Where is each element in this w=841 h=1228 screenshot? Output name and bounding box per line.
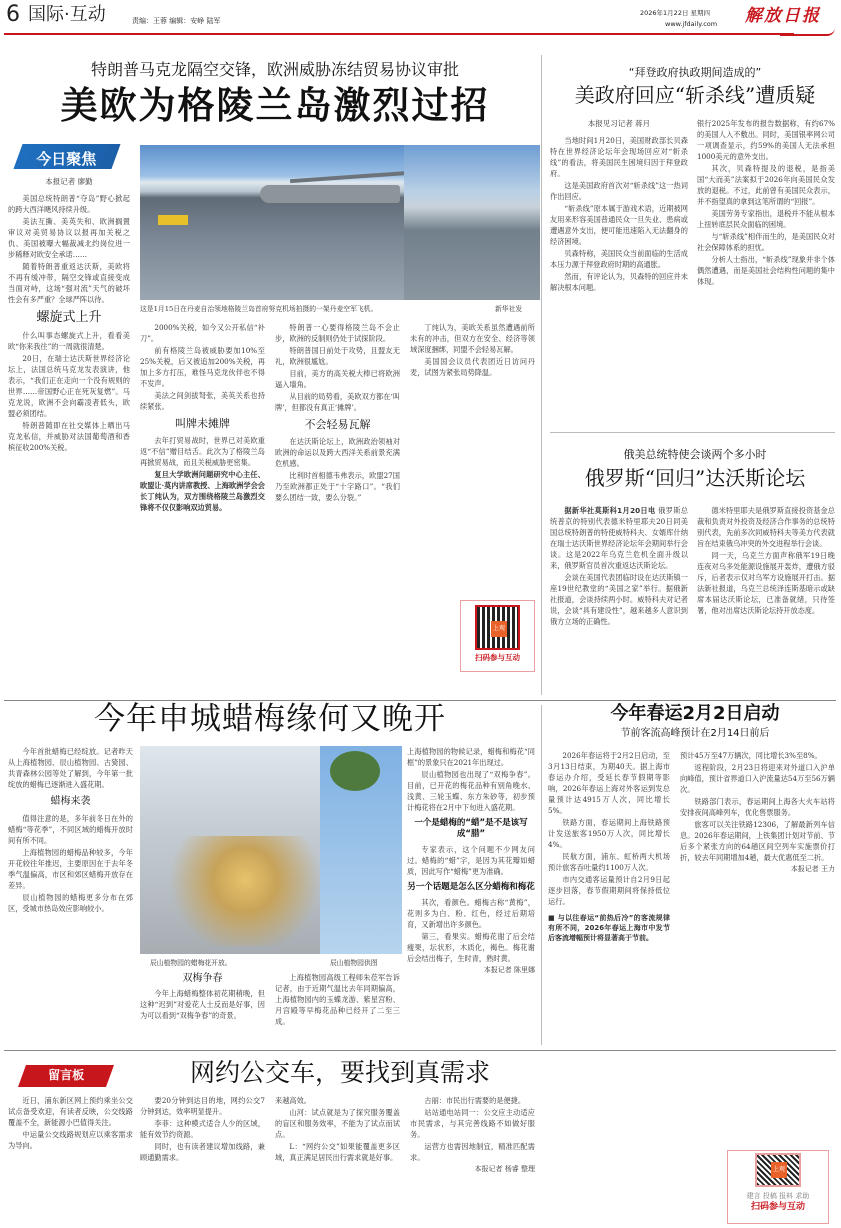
paragraph: 古丽：市民出行需要的是便捷。 [424, 1096, 526, 1105]
paragraph: 美国总统特朗普“夺岛”野心掀起的跨大西洋飓风持续升级。 [8, 194, 130, 214]
paragraph: 贝森特称，美国民众当前面临的生活成本压力源于拜登政府时期的高通胀。 [550, 249, 688, 269]
paragraph: 预计45万至47万辆次，同比增长3%至8%。 [680, 751, 822, 760]
paragraph: 前有格陵兰岛被威胁要加10%至25%关税，后又被追加200%关税，再加上多方打压，难怪马克龙伙伴也不得不发声。 [140, 346, 265, 388]
paragraph: 李菲：这种模式适合人少的区域，能有效节约资源。 [140, 1119, 265, 1139]
paragraph: 市内交通客运量预计自2月9日起逐步回落，春节假期期间将保持低位运行。 [548, 875, 670, 906]
lead-column-2 [140, 322, 265, 514]
greenland-airport-photo [140, 145, 404, 300]
paragraph: 随着特朗普重返达沃斯，美欧将不再有缓冲带，隔空交锋或直接变成当面对峙，这场“强对流”天气的破坏性会有多严重？全球严阵以待。 [8, 262, 130, 304]
paragraph: 上海植物园的蜡梅品种较多，今年开花较往年推迟，主要原因在于去年冬季气温偏高，市区和郊区蜡梅开放存在差异。 [8, 848, 133, 890]
paragraph: 银行2025年发布的报告数据称，有约67%的美国人入不敷出。同时，美国银率网公司一项调查显示，约59%的美国人无法承担1000美元的意外支出。 [697, 119, 835, 161]
newspaper-logo: 解放日报 [745, 6, 821, 26]
subhead: 叫牌未摊牌 [175, 417, 230, 430]
wintersweet-photo [140, 746, 402, 954]
paragraph: 目前，美方的高关税大棒已将欧洲逼入墙角。 [275, 369, 400, 389]
lead-headline: 美欧为格陵兰岛激烈过招 [60, 84, 490, 127]
photo-credit: 辰山植物园供图 [330, 959, 378, 967]
paragraph: 在达沃斯论坛上，欧洲政治领袖对欧洲的命运以及跨大西洋关系前景充满危机感。 [275, 437, 400, 468]
right2-column-2 [697, 505, 835, 617]
qr-logo: 上观 [491, 621, 507, 637]
byline: 本报记者 廖勤 [45, 177, 93, 186]
paragraph: 什么叫事态螺旋式上升，看看美欧“你来我往”的一周就很清楚。 [8, 331, 130, 351]
paragraph: 美法之间剑拔弩张，美英关系也持续紧张。 [140, 391, 265, 411]
paragraph: 美国国会议员代表团近日访问丹麦，试图为紧张局势降温。 [410, 357, 535, 377]
paragraph: 辰山植物园也出现了“双梅争春”。目前，已开花的梅花品种有别角晚水、浅黄、三轮玉蝶、东方朱砂等，初步预计梅花将在2月中下旬进入盛花期。 [407, 770, 535, 812]
qr-box[interactable] [460, 600, 535, 672]
paragraph: 今年首批蜡梅已经绽放。记者昨天从上海植物园、辰山植物园、古猗园、共青森林公园等处了解到，今年第一批绽放的蜡梅已逐渐进入盛花期。 [8, 747, 133, 789]
paragraph: 值得注意的是，多年前冬日在外的蜡梅“等花季”，不同区域的蜡梅开放时间有所不同。 [8, 814, 133, 845]
qr-actions: 建言 投稿 报料 求助 [746, 1192, 810, 1200]
issue-date: 2026年1月22日 星期四 [640, 9, 711, 17]
board-column-1 [8, 1095, 133, 1152]
board-column-2 [140, 1095, 265, 1164]
plum-headline: 今年申城蜡梅缘何又晚开 [94, 701, 446, 737]
plum-column-double [140, 972, 265, 1022]
paragraph: 铁路方面，春运期间上海铁路预计发送旅客1950万人次，同比增长4%。 [548, 818, 670, 849]
qr-logo: 上观 [771, 1162, 787, 1178]
paragraph: 20日，在瑞士达沃斯世界经济论坛上，法国总统马克龙发表演讲，他表示，“我们正在走向一个没有规则的世界……帝国野心正在死灰复燃”。马克龙说，欧洲不会向霸凌者低头，欧盟必须团结。 [8, 354, 130, 418]
paragraph: 当地时间1月20日，美国财政部长贝森特在世界经济论坛年会现场回应对“斩杀线”的看法，将美国民生困境归因于拜登政府。 [550, 136, 688, 178]
right1-column-2 [697, 118, 835, 288]
column-divider [541, 705, 542, 1045]
masthead-swoosh [780, 28, 835, 36]
plum-intro [8, 746, 133, 915]
paragraph: 其次，看颜色。蜡梅古称“黄梅”，花则多为白、粉、红色，经过后期培育，又新增出许多颜色。 [407, 898, 535, 929]
paragraph: 要20分钟到达目的地，网约公交7分钟到达，效率明显提升。 [140, 1096, 265, 1116]
paragraph: 特朗普一心要得格陵兰岛不会止步，欧洲的反制则仍处于试探阶段。 [275, 323, 400, 343]
paragraph: 民航方面，浦东、虹桥两大机场预计旅客吞吐量约1100万人次。 [548, 852, 670, 872]
paragraph: 与“斩杀线”相伴而生的，是美国民众对社会保障体系的担忧。 [697, 232, 835, 252]
paragraph: 辰山植物园的蜡梅更多分布在郊区，受城市热岛效应影响较小。 [8, 893, 133, 913]
spring-subtitle: 节前客流高峰预计在2月14日前后 [620, 728, 770, 739]
paragraph: 去年打贸易战时，世界已对美欧重返“不信”赠目结舌。此次为了格陵兰岛再掀贸易战，而且关税威胁更密集。 [140, 436, 265, 467]
paragraph: 2026年春运将于2月2日启动，至3月13日结束，为期40天。据上海市春运办介绍，受延长春节假期等影响，2026年春运上海对外客运到发总量预计达4915万人次，同比增长5%。 [548, 751, 670, 815]
paragraph: 来越高效。 [275, 1096, 311, 1105]
spring-headline: 今年春运2月2日启动 [610, 703, 780, 724]
subhead: 双梅争春 [182, 973, 223, 984]
paragraph: 然而，有评论认为，贝森特的回应并未解决根本问题。 [550, 272, 688, 292]
subhead: 一个是蜡梅的“蜡”是不是该写成“腊” [414, 818, 528, 839]
lead-column-4 [410, 322, 535, 379]
paragraph: 山河：试点就是为了探究服务覆盖的盲区和服务效率，不能为了试点而试点。 [275, 1108, 400, 1139]
paragraph: 会谈在美国代表团临时设在达沃斯镇一座19世纪教堂的“美国之家”举行。据俄新社报道，会谈持续两小时。威特科夫对记者说，会谈“具有建设性”，越来越多人意识到俄方立场的正确性。 [550, 573, 688, 626]
paragraph: 其次，贝森特提及的退税，是指美国“大而美”法案拟于2026年向美国民众发放的退税。不过，此前曾有美国民众表示，并不指望真的拿到这笔所谓的“回报”。 [697, 164, 835, 206]
paragraph: 返程阶段，2月23日将迎来对外道口入沪单向峰值，预计省界道口入沪流量达54万至56万辆次。 [680, 763, 835, 794]
qr-cta: 扫码参与互动 [475, 653, 520, 662]
tag-label: 今日聚焦 [36, 150, 97, 168]
paragraph: L：“网约公交”如果能覆盖更多区域，真正满足居民出行需求就是好事。 [275, 1142, 400, 1162]
paragraph: 站站通电站同一：公交应主动适应市民需求，与其完善线路不如做好服务。 [410, 1108, 535, 1139]
subhead: 螺旋式上升 [36, 310, 102, 325]
photo-caption: 这是1月15日在丹麦自治领地格陵兰岛首府努克机场拍摄的一架丹麦空军飞机。 [140, 305, 378, 313]
masthead-rule [4, 33, 794, 35]
signature: 本报记者 陈里娜 [483, 966, 535, 974]
paragraph: 比利时首相德韦弗表示，欧盟27国乃至欧洲都正处于“十字路口”。“我们要么团结一致，要么分裂。” [275, 471, 400, 502]
column-divider [541, 55, 542, 695]
qr-code[interactable] [755, 1153, 801, 1187]
photo-caption: 辰山植物园的蜡梅花开放。 [150, 959, 232, 967]
subhead: 另一个话题是怎么区分蜡梅和梅花 [407, 882, 535, 892]
subhead: 蜡梅来袭 [50, 796, 91, 807]
section-name: 国际·互动 [28, 4, 106, 25]
spring-column-1 [548, 750, 670, 943]
paragraph: 运营方也需因地制宜，精准匹配需求。 [410, 1142, 535, 1162]
qr-code[interactable] [475, 605, 520, 650]
paragraph: 复旦大学欧洲问题研究中心主任、欧盟让·莫内讲席教授、上海欧洲学会会长丁纯认为，双方围绕格陵兰岛激烈交锋将不仅仅影响双边贸易。 [140, 470, 265, 512]
lead-column-3 [275, 322, 400, 504]
paragraph: 分析人士指出，“斩杀线”现象并非个体偶然遭遇，而是美国社会结构性问题的集中体现。 [697, 255, 835, 286]
paragraph: 2000%关税，如今又公开私信“补刀”。 [140, 323, 265, 343]
lead-column-1 [8, 172, 130, 454]
page-number: 6 [6, 2, 20, 27]
tag-label: 留言板 [48, 1068, 85, 1082]
paragraph: “斩杀线”原本属于游戏术语，近期被网友用来形容美国普通民众一旦失业、患病或遭遇意外支出，便可能迅速陷入无法翻身的经济困境。 [550, 204, 688, 246]
paragraph: 美法互撕、美英失和、欧洲搁置审议对美贸易协议以报再加关税之仇、美国被曝大幅裁减北约岗位进一步稀释对欧安全承诺…… [8, 217, 130, 259]
paragraph: 特朗普随即在社交媒体上晒出马克龙私信，并威胁对法国葡萄酒和香槟征收200%关税。 [8, 421, 130, 452]
paragraph: 同时，也有读者建议增加线路，兼顾通勤需求。 [140, 1142, 265, 1162]
spring-sidebar-note: ■ 与以往春运“前热后冷”的客流规律有所不同，2026年春运上海市中发节后客流增幅预计将显著高于节前。 [548, 914, 670, 942]
paragraph-text: 俄罗斯总统普京的特别代表德米特里耶夫20日同美国总统特朗普的特使威特科夫、女婿库什纳在瑞士达沃斯世界经济论坛年会期间举行会谈。这是2022年乌克兰危机全面升级以来，俄罗斯官员首次重返达沃斯论坛。 [550, 506, 688, 570]
paragraph: 这是美国政府首次对“斩杀线”这一热词作出回应。 [550, 181, 688, 201]
right2-column-1 [550, 505, 688, 628]
right1-column-1 [550, 114, 688, 294]
signature: 本报记者 杨睿 整理 [474, 1165, 535, 1173]
section-divider [4, 1050, 836, 1051]
section-tag-message-board [18, 1065, 114, 1087]
right2-kicker: 俄美总统特使会谈两个多小时 [623, 448, 767, 461]
paragraph: 同一天，乌克兰方面声称俄军19日晚连夜对乌多处能源设施展开轰炸，遭俄方驳斥，后者表示仅对乌军方设施展开打击。据法新社报道，乌克兰总统泽连斯基暗示或缺席本届达沃斯论坛，已准备就绪，只待签署，他对出席达沃斯论坛持开放态度。 [697, 551, 835, 615]
paragraph: 德米特里耶夫是俄罗斯直接投资基金总裁和负责对外投资及经济合作事务的总统特别代表，先前多次同威特科夫等美方代表就旨在结束俄乌冲突的外交进程举行会谈。 [697, 506, 835, 548]
byline: 本报见习记者 蒋月 [587, 119, 651, 128]
paragraph: 今年上海蜡梅整体初花期稍晚，但这种“迟到”对爱花人士反而是好事，因为可以看到“双梅争春”的奇景。 [140, 989, 265, 1020]
spring-column-2 [680, 750, 835, 875]
paragraph: 专家表示，这个问题不少网友问过。蜡梅的“蜡”字，是因为其花瓣如蜡质，因此写作“蜡梅”更为准确。 [407, 845, 535, 876]
plum-column-mid [407, 746, 535, 976]
lead-kicker: 特朗普马克龙隔空交锋，欧洲威胁冻结贸易协议审批 [90, 60, 459, 79]
paragraph: 丁纯认为，美欧关系虽然遭遇前所未有的冲击，但双方在安全、经济等领域深度捆绑，同盟不会轻易瓦解。 [410, 323, 535, 354]
sidebar-text: 与以往春运“前热后冷”的客流规律有所不同，2026年春运上海市中发节后客流增幅预计将显著高于节前。 [548, 914, 670, 942]
right2-headline: 俄罗斯“回归”达沃斯论坛 [584, 466, 806, 490]
paragraph: 从目前的局势看，美欧双方都在‘叫牌’，但都没有真正‘摊牌’。 [275, 392, 400, 412]
right1-headline: 美政府回应“斩杀线”遭质疑 [574, 83, 816, 107]
photo-credit: 新华社发 [495, 305, 523, 313]
dateline: 据新华社莫斯科1月20日电 [564, 506, 656, 515]
greenland-photo-right [404, 145, 540, 300]
paragraph: 旅客可以关注铁路12306，了解最新列车信息。2026年春运期间，上铁集团计划对节前、节后多个紧张方向的64趟区间空列车实施票价打折，较去年同期增加4趟，最大优惠低至二折。 [680, 820, 835, 862]
section-tag-today-focus [13, 144, 120, 169]
paragraph: 铁路部门表示，春运期间上海各大火车站将安排夜间高峰列车，优化售票服务。 [680, 797, 835, 817]
qr-cta: 扫码参与互动 [750, 1202, 805, 1212]
section-divider [550, 432, 835, 433]
editors: 责编：王蓉 编辑：安峥 陆军 [132, 17, 221, 25]
paragraph: 特朗普国日前处于攻势，且盟友无礼，欧洲很尴尬。 [275, 346, 400, 366]
paragraph: 上海植物园高级工程师朱莅军告诉记者，由于近期气温比去年同期偏高，上海植物园内的玉蝶龙游、紫星宫粉、月宫殿等早梅花品种已经开了二至三成。 [275, 973, 400, 1026]
paragraph [550, 505, 688, 571]
plum-column-3 [275, 972, 400, 1028]
right1-kicker: “拜登政府执政期间造成的” [628, 66, 762, 79]
site-url: www.jfdaily.com [665, 20, 718, 28]
paragraph: 上海植物园的物候记录，蜡梅和梅花“同框”的景象只在2021年出现过。 [407, 747, 535, 767]
board-column-4 [410, 1095, 535, 1175]
signature: 本报记者 王力 [790, 865, 835, 873]
subhead: 不会轻易瓦解 [304, 418, 371, 431]
paragraph: 美国劳务专家指出，退税并不能从根本上扭转底层民众面临的困境。 [697, 209, 835, 229]
paragraph: 第三，看果实。蜡梅花谢了后会结瘦果，坛状形，木质化，褐色。梅花谢后会结出梅子，生时青，熟时黄。 [407, 932, 535, 963]
interactive-qr-panel[interactable] [727, 1150, 829, 1224]
board-column-3 [275, 1095, 400, 1164]
paragraph: 近日，浦东新区网上预约乘坐公交试点备受欢迎，有读者反映，公交线路覆盖不全，新能源小巴值得关注。 [8, 1096, 133, 1127]
board-headline: 网约公交车，要找到真需求 [189, 1058, 490, 1087]
paragraph: 中运量公交线路规划应以乘客需求为导向。 [8, 1130, 133, 1150]
